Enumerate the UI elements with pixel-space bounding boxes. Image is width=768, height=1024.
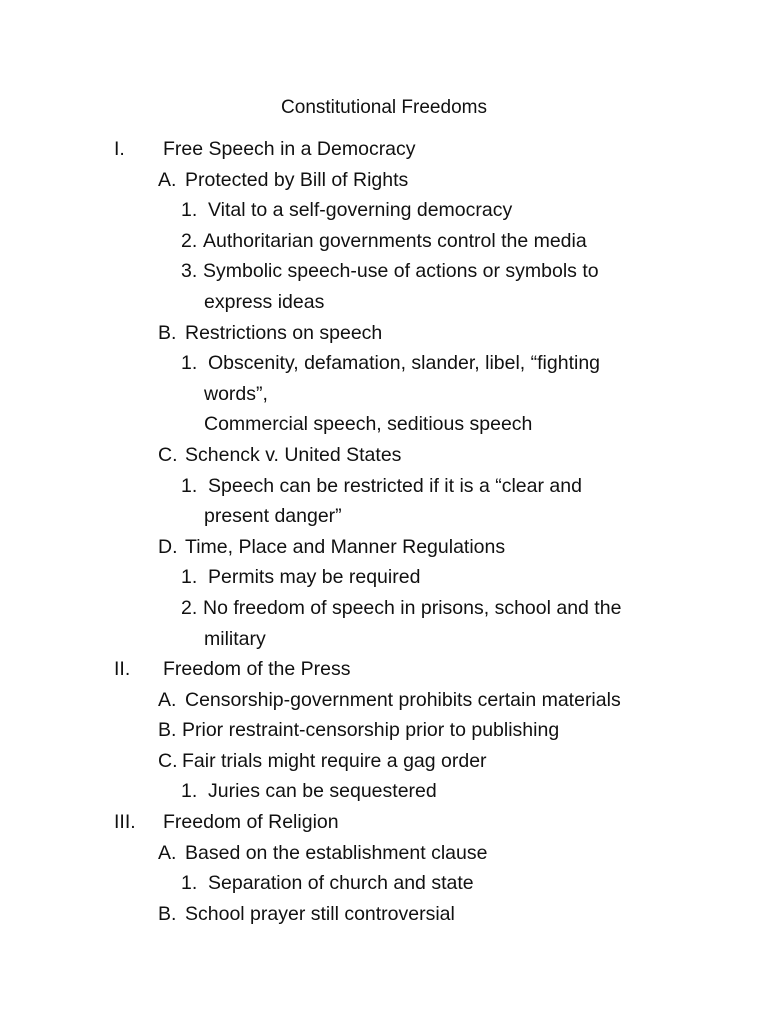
- outline-text: Authoritarian governments control the media: [203, 229, 587, 252]
- outline-marker: III.: [114, 811, 136, 834]
- outline-continuation-line: [0, 287, 768, 318]
- outline-marker: 1.: [181, 872, 198, 895]
- outline-text: Freedom of Religion: [163, 811, 339, 834]
- outline-text: Censorship-government prohibits certain materials: [185, 688, 621, 711]
- outline-item: [0, 348, 768, 379]
- outline-item: [0, 440, 768, 471]
- outline-marker: II.: [114, 658, 131, 681]
- outline-text: Prior restraint-censorship prior to publishing: [182, 719, 560, 742]
- outline-continuation-line: [0, 409, 768, 440]
- outline-marker: A.: [158, 688, 177, 711]
- outline-item: [0, 195, 768, 226]
- outline-text: No freedom of speech in prisons, school and the: [203, 596, 622, 619]
- outline-item: [0, 318, 768, 349]
- outline-item: [0, 165, 768, 196]
- outline-item: [0, 471, 768, 502]
- outline-marker: D.: [158, 535, 178, 558]
- outline-item: [0, 746, 768, 777]
- outline-marker: C.: [158, 749, 178, 772]
- outline-item: [0, 899, 768, 930]
- outline-text: Juries can be sequestered: [208, 780, 437, 803]
- outline-marker: 1.: [181, 474, 198, 497]
- outline-text: Protected by Bill of Rights: [185, 168, 409, 191]
- outline-text: Symbolic speech-use of actions or symbols to: [203, 260, 599, 283]
- outline-item: [0, 868, 768, 899]
- outline-marker: 1.: [181, 566, 198, 589]
- outline-marker: B.: [158, 719, 177, 742]
- outline-text: Schenck v. United States: [185, 443, 402, 466]
- outline-text: words”,: [204, 382, 268, 405]
- outline-item: [0, 134, 768, 165]
- outline-text: Freedom of the Press: [163, 658, 351, 681]
- outline-continuation-line: [0, 624, 768, 655]
- outline-marker: C.: [158, 443, 178, 466]
- outline-continuation-line: [0, 379, 768, 410]
- outline-item: [0, 807, 768, 838]
- outline-text: Free Speech in a Democracy: [163, 138, 416, 160]
- outline-text: Based on the establishment clause: [185, 841, 488, 864]
- outline-marker: 1.: [181, 780, 198, 803]
- outline-text: Time, Place and Manner Regulations: [185, 535, 506, 558]
- outline-text: Speech can be restricted if it is a “clear and: [208, 474, 582, 497]
- outline-marker: 1.: [181, 199, 198, 222]
- outline-text: Separation of church and state: [208, 872, 474, 895]
- outline-item: [0, 654, 768, 685]
- outline-item: [0, 256, 768, 287]
- outline-marker: I.: [114, 138, 125, 160]
- outline-marker: 3.: [181, 260, 198, 283]
- outline-text: military: [204, 627, 266, 650]
- outline-marker: A.: [158, 168, 177, 191]
- outline-text: Vital to a self-governing democracy: [208, 199, 513, 222]
- outline-text: present danger”: [204, 505, 342, 528]
- outline-marker: 2.: [181, 229, 198, 252]
- outline-item: [0, 685, 768, 716]
- outline-marker: B.: [158, 321, 177, 344]
- outline-text: Obscenity, defamation, slander, libel, “fighting: [208, 352, 601, 375]
- outline-marker: B.: [158, 902, 177, 925]
- outline-text: School prayer still controversial: [185, 902, 455, 925]
- document-title: Constitutional Freedoms: [281, 97, 487, 118]
- outline-marker: A.: [158, 841, 177, 864]
- outline-list: [0, 134, 768, 929]
- outline-item: [0, 838, 768, 869]
- outline-item: [0, 593, 768, 624]
- outline-marker: 2.: [181, 596, 198, 619]
- outline-marker: 1.: [181, 352, 198, 375]
- outline-continuation-line: [0, 501, 768, 532]
- outline-item: [0, 226, 768, 257]
- outline-item: [0, 532, 768, 563]
- outline-item: [0, 776, 768, 807]
- outline-item: [0, 562, 768, 593]
- outline-text: Permits may be required: [208, 566, 421, 589]
- outline-text: Commercial speech, seditious speech: [204, 413, 533, 436]
- outline-text: Restrictions on speech: [185, 321, 383, 344]
- outline-text: express ideas: [204, 290, 325, 313]
- outline-item: [0, 715, 768, 746]
- outline-text: Fair trials might require a gag order: [182, 749, 487, 772]
